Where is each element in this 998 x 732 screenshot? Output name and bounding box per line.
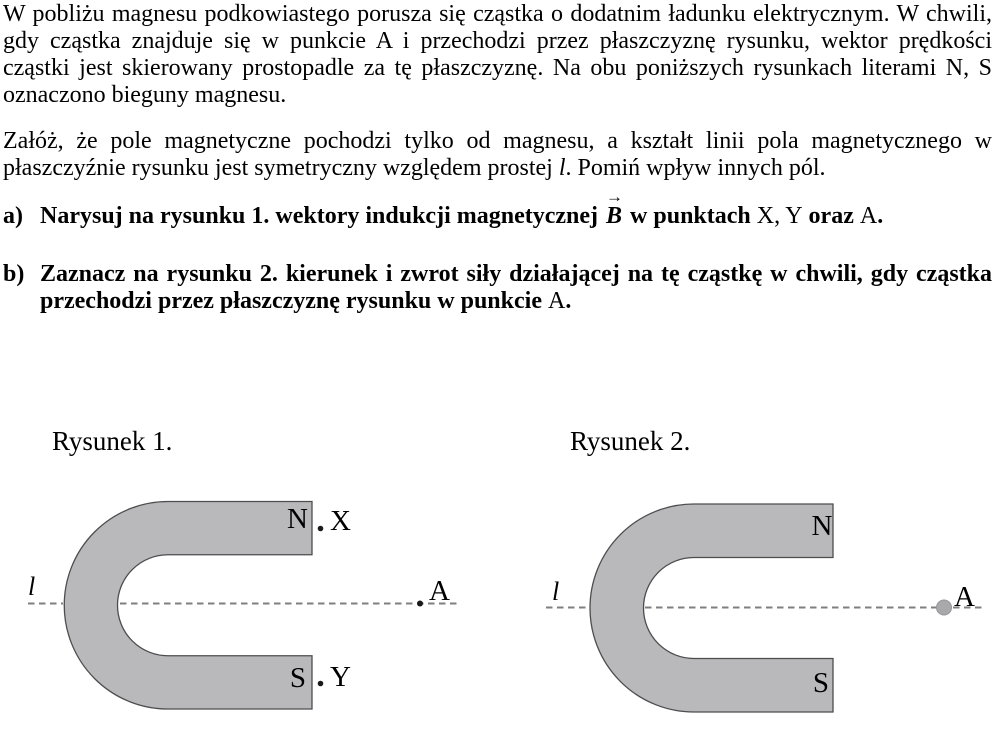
task-a-conjunction: oraz: [802, 203, 860, 229]
task-a: [3, 187, 992, 230]
task-b-point-a: A: [547, 288, 566, 314]
figure-1-caption: Rysunek 1.: [52, 426, 173, 456]
point-y-dot: [318, 681, 324, 687]
horseshoe-magnet-1: [64, 502, 312, 710]
point-a-dot-1: [417, 601, 423, 607]
task-a-marker: a): [3, 203, 23, 229]
assumption-text-before: Załóż, że pole magnetyczne pochodzi tylko od magnesu, a kształt linii pola magnetycznego w płaszczyźnie rysunku jest symetryczny względem prostej: [3, 128, 992, 181]
line-l-label-2: l: [552, 577, 560, 606]
pole-n-label-2: N: [811, 510, 833, 542]
task-b: [3, 261, 992, 315]
vector-arrow-icon: →: [606, 187, 624, 206]
task-b-text: [40, 261, 992, 315]
vector-B: [604, 187, 624, 230]
task-b-marker: b): [3, 261, 25, 287]
figure-2: [498, 420, 998, 732]
pole-s-label-1: S: [289, 662, 307, 694]
point-x-dot: [318, 526, 324, 532]
assumption-paragraph: [3, 128, 992, 182]
figure-2-caption: Rysunek 2.: [570, 426, 691, 456]
pole-s-label-2: S: [812, 667, 830, 699]
task-a-text-after-vector: w punktach: [624, 203, 757, 229]
figure-1: [0, 420, 500, 732]
line-l-label-1: l: [28, 572, 36, 601]
task-b-period: .: [565, 288, 572, 314]
line-l-symbol: l: [558, 155, 566, 181]
point-y-label: Y: [330, 661, 351, 693]
point-a-label-2: A: [954, 581, 975, 613]
task-a-point-a: A: [859, 203, 878, 229]
vector-B-letter: B: [606, 203, 623, 229]
intro-paragraph: W pobliżu magnesu podkowiastego porusza się cząstka o dodatnim ładunku elektrycznym. W chwili, gdy cząstka znajduje się w punkcie A i przechodzi przez płaszczyznę rysunku, wektor prędkości cząstki jest skierowany prostopadle za tę płaszczyznę. Na obu poniższych rysunkach literami N, S oznaczono bieguny magnesu.: [3, 1, 992, 108]
task-a-text: [40, 187, 992, 230]
assumption-text-after: . Pomiń wpływ innych pól.: [565, 155, 826, 181]
point-x-label: X: [330, 505, 351, 537]
pole-n-label-1: N: [287, 503, 308, 535]
task-b-text-main: Zaznacz na rysunku 2. kierunek i zwrot siły działającej na tę cząstkę w chwili, gdy cząstka przechodzi przez płaszczyznę rysunku w punkcie: [40, 261, 992, 314]
particle-a-dot: [937, 600, 952, 615]
task-a-text-before-vector: Narysuj na rysunku 1. wektory indukcji magnetycznej: [40, 203, 605, 229]
point-a-label-1: A: [429, 575, 450, 607]
task-a-period: .: [877, 203, 884, 229]
task-a-points-xy: X, Y: [756, 203, 803, 229]
